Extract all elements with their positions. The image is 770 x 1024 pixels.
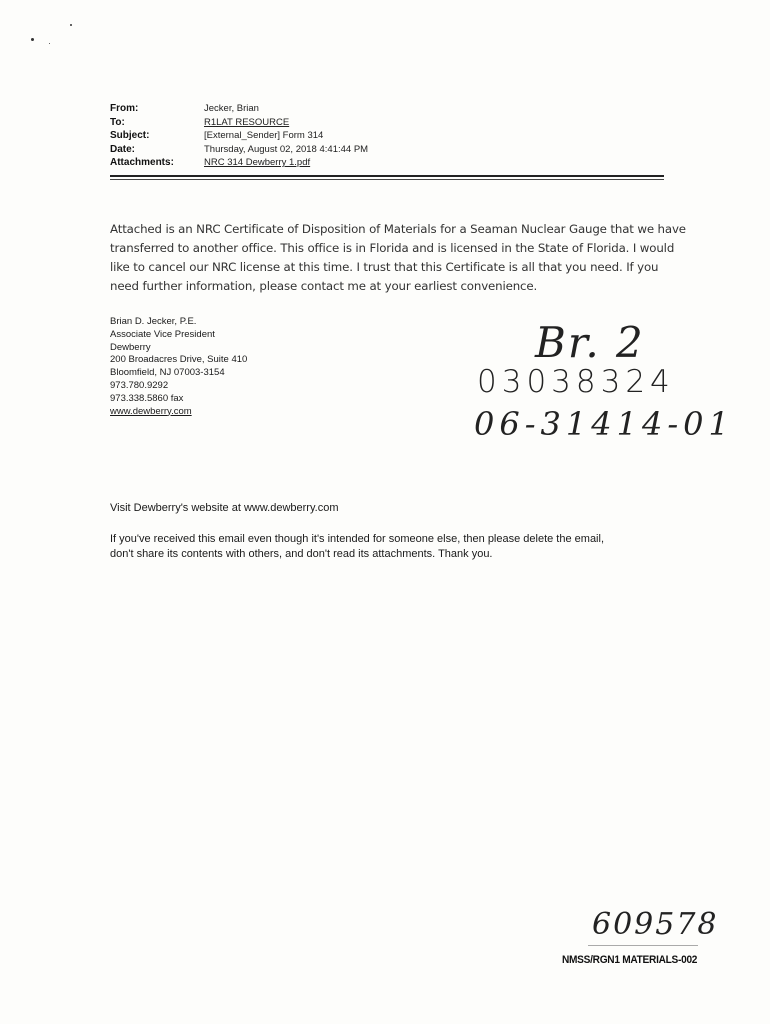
header-to-row [110,116,670,130]
scan-speck [31,38,34,41]
header-date-row [110,143,670,157]
header-subject-row [110,129,670,143]
disclaimer-line: If you've received this email even though it's intended for someone else, then please delete the email, [110,533,605,545]
signature-company: Dewberry [110,341,151,353]
body-line: transferred to another office. This office is in Florida and is licensed in the State of Florida. I would [110,241,675,255]
email-header [110,102,670,170]
signature-name: Brian D. Jecker, P.E. [110,316,197,327]
attachment-link[interactable]: NRC 314 Dewberry 1.pdf [204,157,311,169]
scan-speck [70,24,72,26]
signature-fax: 973.338.5860 fax [110,392,184,404]
header-from-row [110,102,670,116]
from-label: From: [110,103,139,115]
disclaimer-line: don't share its contents with others, and don't read its attachments. Thank you. [110,547,493,560]
date-label: Date: [110,143,136,155]
email-body [110,220,686,296]
attachments-label: Attachments: [110,157,174,169]
signature-address-line2: Bloomfield, NJ 07003-3154 [110,367,225,379]
signature-title: Associate Vice President [110,328,215,340]
signature-website-link[interactable]: www.dewberry.com [110,405,192,417]
handwritten-underline [588,945,698,946]
date-value: Thursday, August 02, 2018 4:41:44 PM [204,143,369,155]
scan-speck [49,43,50,44]
header-divider [110,175,664,177]
to-value[interactable]: R1LAT RESOURCE [204,116,290,128]
from-value: Jecker, Brian [204,103,259,115]
handwritten-license-number: 06-31414-01 [474,405,734,443]
to-label: To: [110,116,125,128]
records-stamp: NMSS/RGN1 MATERIALS-002 [562,954,698,966]
body-line: need further information, please contact me at your earliest convenience. [110,279,538,293]
handwritten-branch: Br. 2 [535,318,645,367]
subject-label: Subject: [110,130,150,142]
subject-value: [External_Sender] Form 314 [204,130,324,142]
handwritten-accession-number: 609578 [592,907,719,942]
header-attachments-row [110,156,670,170]
handwritten-docket-number: 03038324 [477,364,675,400]
header-divider-thin [110,179,664,180]
body-line: Attached is an NRC Certificate of Disposition of Materials for a Seaman Nuclear Gauge that we have [110,222,686,236]
body-line: like to cancel our NRC license at this time. I trust that this Certificate is all that you need. If you [110,260,659,274]
signature-address-line1: 200 Broadacres Drive, Suite 410 [110,354,248,366]
email-disclaimer [110,532,604,561]
signature-phone: 973.780.9292 [110,379,169,391]
visit-website-text: Visit Dewberry's website at www.dewberry.com [110,502,339,514]
email-signature [110,316,247,418]
